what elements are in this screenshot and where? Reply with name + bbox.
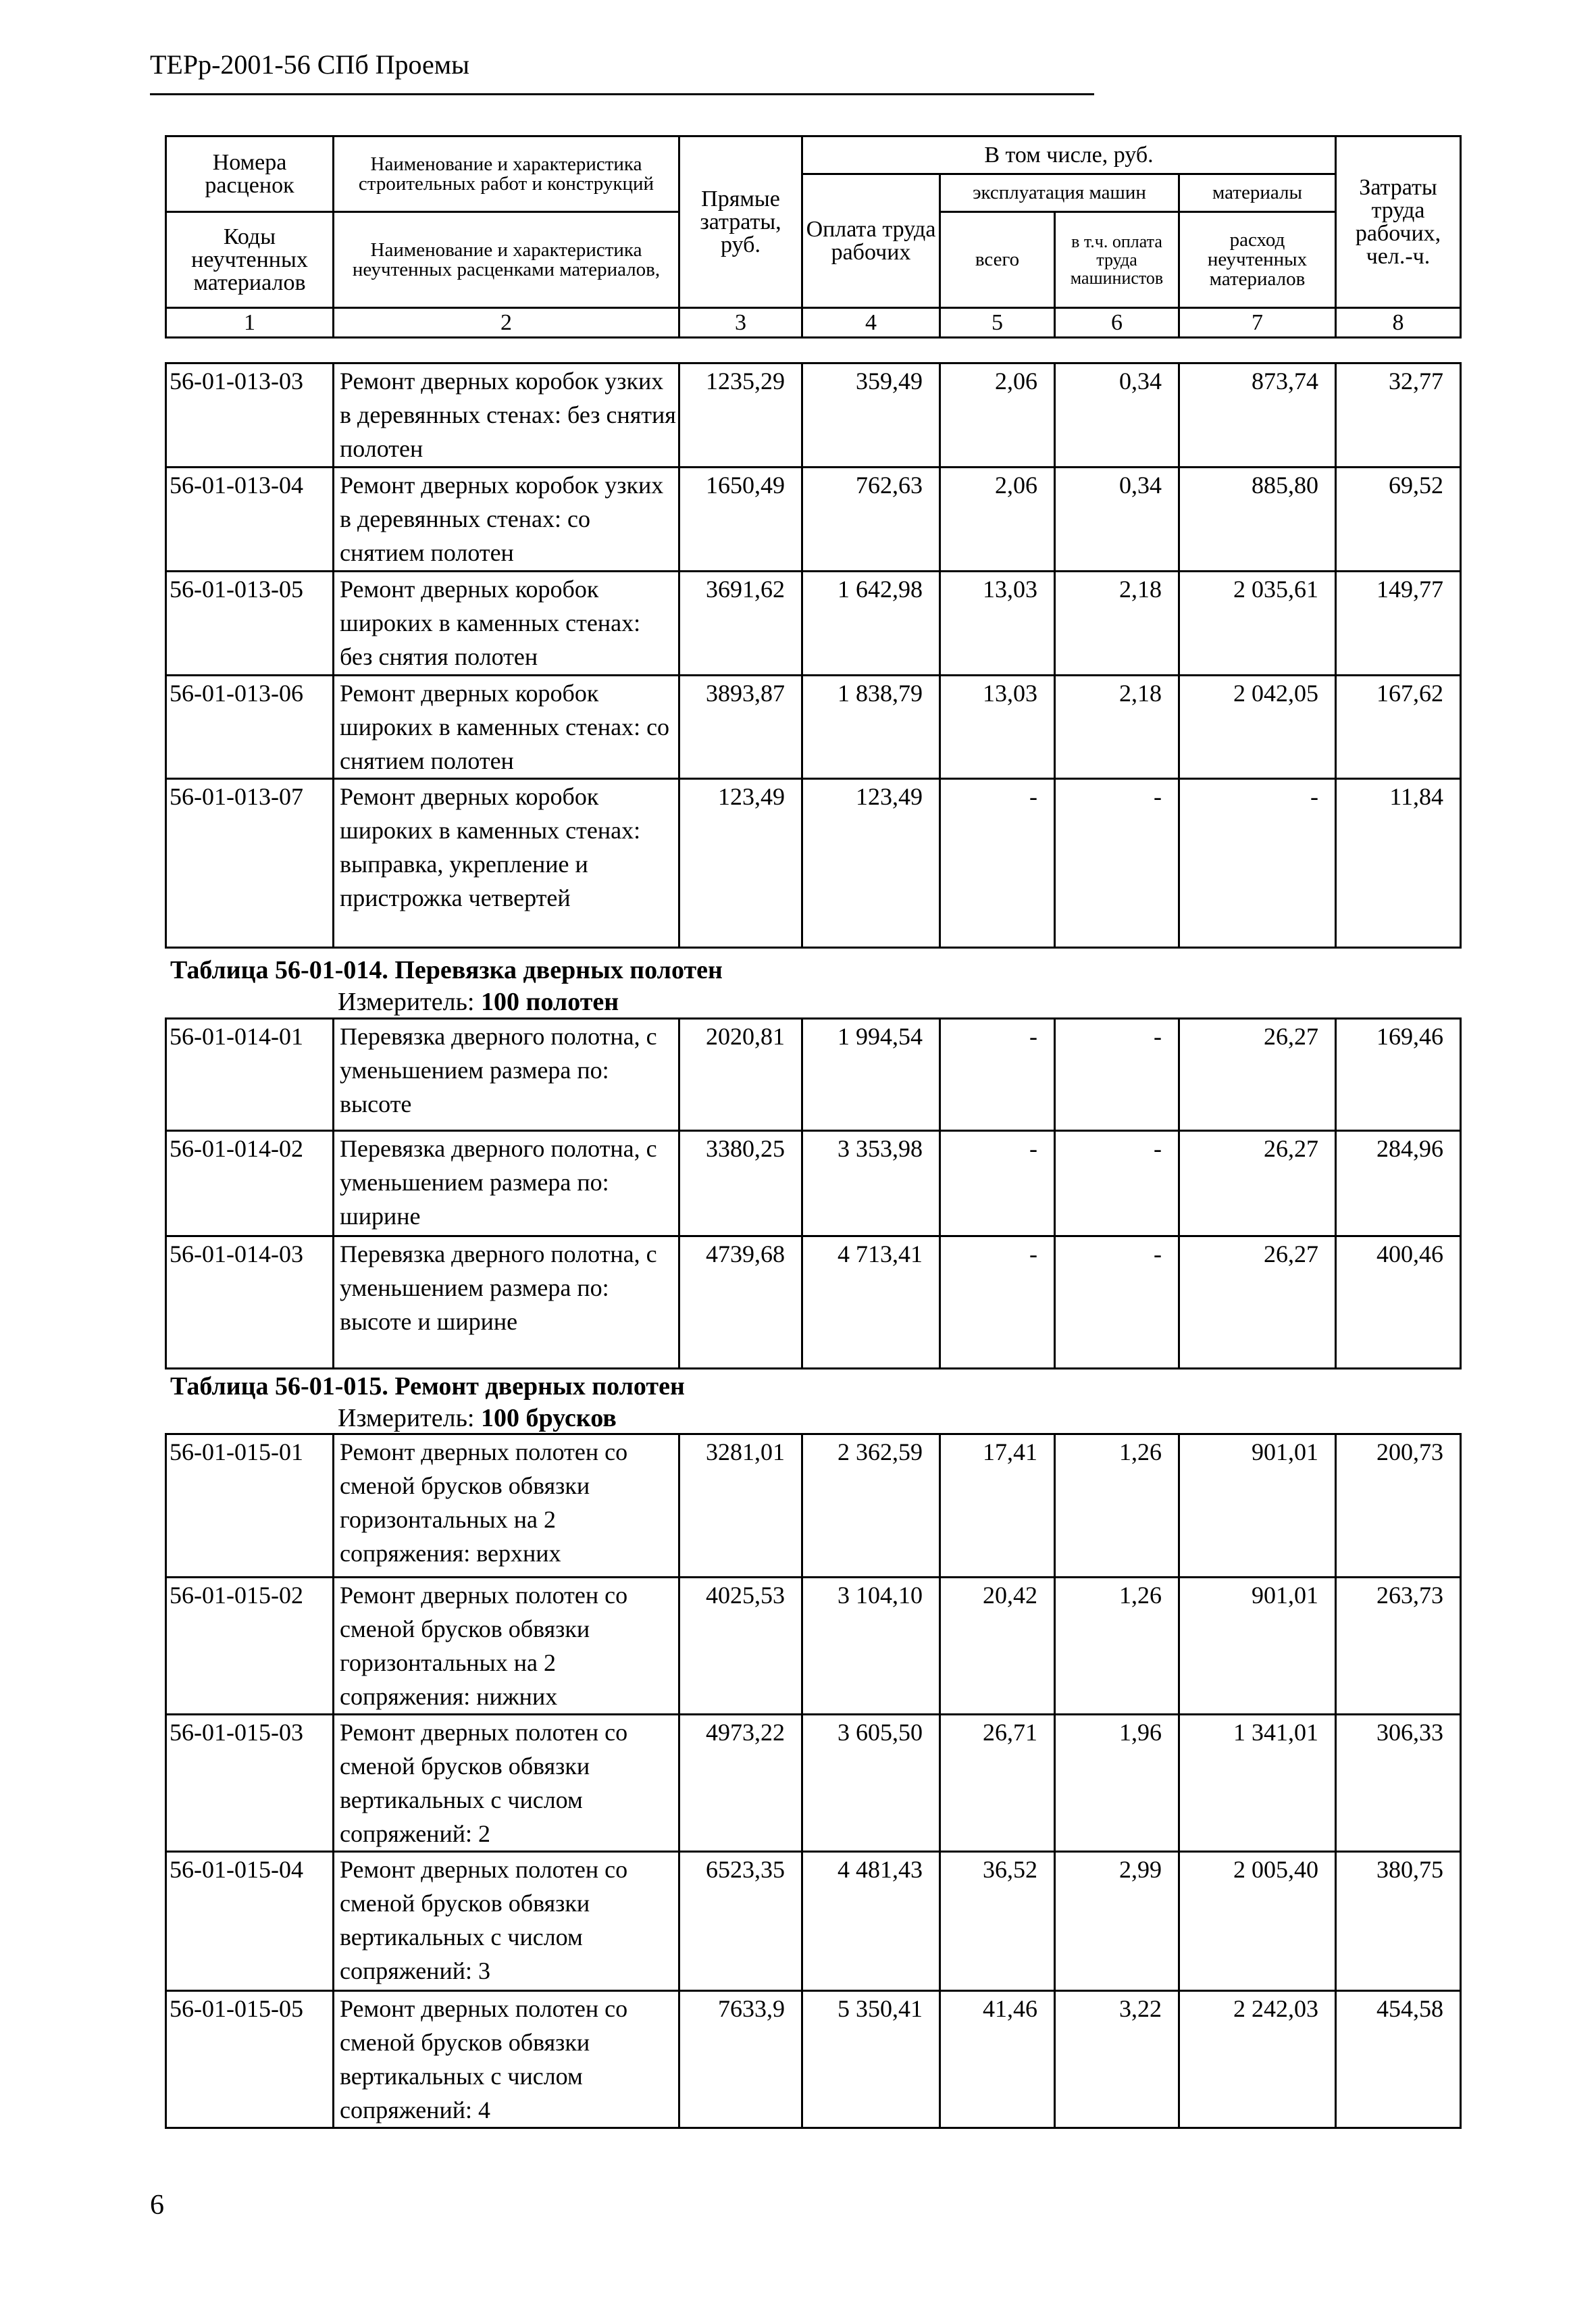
column-header-table [165, 135, 1462, 338]
labor-hours-cell: 169,46 [1336, 1019, 1461, 1131]
machinist-wages-cell: - [1055, 1019, 1179, 1131]
measure-label: Измеритель: [338, 1404, 475, 1432]
running-header: ТЕРр-2001-56 СПб Проемы [150, 49, 469, 80]
col-material-names-header: Наименование и характеристика неучтенных расценками материалов, [334, 212, 679, 308]
material-costs-cell: 1 341,01 [1179, 1715, 1336, 1852]
rate-code-cell: 56-01-014-01 [166, 1019, 334, 1131]
machine-costs-cell: 13,03 [940, 572, 1055, 676]
material-costs-cell: 26,27 [1179, 1131, 1336, 1236]
machinist-wages-cell: 2,99 [1055, 1852, 1179, 1991]
labor-hours-cell: 200,73 [1336, 1434, 1461, 1578]
rate-code-cell: 56-01-013-06 [166, 676, 334, 779]
work-name-cell: Перевязка дверного полотна, с уменьшением размера по: ширине [334, 1131, 679, 1236]
col-machinist-wages-header: в т.ч. оплата труда машинистов [1055, 212, 1179, 308]
table-row [166, 676, 1461, 779]
header-rule [150, 93, 1094, 95]
labor-hours-cell: 284,96 [1336, 1131, 1461, 1236]
labor-hours-cell: 167,62 [1336, 676, 1461, 779]
col-work-name-header: Наименование и характеристика строительных работ и конструкций [334, 136, 679, 212]
work-name-cell: Ремонт дверных полотен со сменой брусков обвязки горизонтальных на 2 сопряжения: верхних [334, 1434, 679, 1578]
work-name-cell: Ремонт дверных коробок широких в каменных стенах: выправка, укрепление и пристрожка четвертей [334, 779, 679, 948]
worker-wages-cell: 4 713,41 [802, 1236, 940, 1369]
col-materials-header: материалы [1179, 174, 1336, 212]
table-row [166, 1236, 1461, 1369]
direct-costs-cell: 3380,25 [679, 1131, 802, 1236]
work-name-cell: Перевязка дверного полотна, с уменьшением размера по: высоте [334, 1019, 679, 1131]
worker-wages-cell: 5 350,41 [802, 1991, 940, 2128]
machinist-wages-cell: 3,22 [1055, 1991, 1179, 2128]
material-costs-cell: 2 242,03 [1179, 1991, 1336, 2128]
labor-hours-cell: 11,84 [1336, 779, 1461, 948]
machine-costs-cell: 2,06 [940, 363, 1055, 468]
table-title-56-01-015: Таблица 56-01-015. Ремонт дверных полотен [170, 1372, 685, 1401]
col-machines-header: эксплуатация машин [940, 174, 1179, 212]
machine-costs-cell: 26,71 [940, 1715, 1055, 1852]
work-name-cell: Ремонт дверных полотен со сменой брусков обвязки горизонтальных на 2 сопряжения: нижних [334, 1578, 679, 1715]
material-costs-cell: 873,74 [1179, 363, 1336, 468]
col-number: 1 [166, 308, 334, 338]
machine-costs-cell: - [940, 779, 1055, 948]
material-costs-cell: - [1179, 779, 1336, 948]
table-row [166, 1852, 1461, 1991]
table-row [166, 1019, 1461, 1131]
labor-hours-cell: 306,33 [1336, 1715, 1461, 1852]
rate-code-cell: 56-01-013-05 [166, 572, 334, 676]
material-costs-cell: 2 042,05 [1179, 676, 1336, 779]
machine-costs-cell: 13,03 [940, 676, 1055, 779]
measure-56-01-015 [338, 1403, 617, 1434]
col-wages-header: Оплата труда рабочих [802, 174, 940, 308]
table-title-56-01-014: Таблица 56-01-014. Перевязка дверных полотен [170, 956, 723, 984]
table-row [166, 1991, 1461, 2128]
material-costs-cell: 2 005,40 [1179, 1852, 1336, 1991]
col-number: 7 [1179, 308, 1336, 338]
work-name-cell: Ремонт дверных полотен со сменой брусков обвязки вертикальных с числом сопряжений: 4 [334, 1991, 679, 2128]
labor-hours-cell: 454,58 [1336, 1991, 1461, 2128]
worker-wages-cell: 4 481,43 [802, 1852, 940, 1991]
table-56-01-013 [165, 362, 1462, 949]
direct-costs-cell: 123,49 [679, 779, 802, 948]
labor-hours-cell: 400,46 [1336, 1236, 1461, 1369]
material-costs-cell: 885,80 [1179, 468, 1336, 572]
direct-costs-cell: 3893,87 [679, 676, 802, 779]
worker-wages-cell: 3 104,10 [802, 1578, 940, 1715]
machinist-wages-cell: 2,18 [1055, 572, 1179, 676]
work-name-cell: Ремонт дверных полотен со сменой брусков обвязки вертикальных с числом сопряжений: 3 [334, 1852, 679, 1991]
worker-wages-cell: 123,49 [802, 779, 940, 948]
direct-costs-cell: 1235,29 [679, 363, 802, 468]
machinist-wages-cell: 0,34 [1055, 468, 1179, 572]
table-56-01-015 [165, 1433, 1462, 2129]
machine-costs-cell: 20,42 [940, 1578, 1055, 1715]
rate-code-cell: 56-01-014-03 [166, 1236, 334, 1369]
rate-code-cell: 56-01-015-01 [166, 1434, 334, 1578]
worker-wages-cell: 3 605,50 [802, 1715, 940, 1852]
col-number: 5 [940, 308, 1055, 338]
direct-costs-cell: 4739,68 [679, 1236, 802, 1369]
material-costs-cell: 901,01 [1179, 1578, 1336, 1715]
table-row [166, 1131, 1461, 1236]
labor-hours-cell: 263,73 [1336, 1578, 1461, 1715]
machine-costs-cell: 2,06 [940, 468, 1055, 572]
machinist-wages-cell: 2,18 [1055, 676, 1179, 779]
work-name-cell: Ремонт дверных коробок широких в каменных стенах: без снятия полотен [334, 572, 679, 676]
work-name-cell: Перевязка дверного полотна, с уменьшением размера по: высоте и ширине [334, 1236, 679, 1369]
table-row [166, 1715, 1461, 1852]
table-row [166, 572, 1461, 676]
worker-wages-cell: 762,63 [802, 468, 940, 572]
work-name-cell: Ремонт дверных коробок широких в каменных стенах: со снятием полотен [334, 676, 679, 779]
col-number: 6 [1055, 308, 1179, 338]
machine-costs-cell: - [940, 1236, 1055, 1369]
worker-wages-cell: 2 362,59 [802, 1434, 940, 1578]
machinist-wages-cell: - [1055, 1131, 1179, 1236]
direct-costs-cell: 3691,62 [679, 572, 802, 676]
rate-code-cell: 56-01-013-07 [166, 779, 334, 948]
direct-costs-cell: 3281,01 [679, 1434, 802, 1578]
labor-hours-cell: 32,77 [1336, 363, 1461, 468]
measure-56-01-014 [338, 986, 619, 1017]
machine-costs-cell: 36,52 [940, 1852, 1055, 1991]
material-costs-cell: 26,27 [1179, 1019, 1336, 1131]
work-name-cell: Ремонт дверных полотен со сменой брусков обвязки вертикальных с числом сопряжений: 2 [334, 1715, 679, 1852]
worker-wages-cell: 1 994,54 [802, 1019, 940, 1131]
col-direct-costs-header: Прямые затраты, руб. [679, 136, 802, 308]
col-number: 4 [802, 308, 940, 338]
worker-wages-cell: 1 642,98 [802, 572, 940, 676]
worker-wages-cell: 359,49 [802, 363, 940, 468]
col-number: 2 [334, 308, 679, 338]
table-row [166, 1578, 1461, 1715]
machinist-wages-cell: 1,96 [1055, 1715, 1179, 1852]
measure-value: 100 брусков [481, 1404, 617, 1432]
direct-costs-cell: 1650,49 [679, 468, 802, 572]
col-labor-header: Затраты труда рабочих, чел.-ч. [1336, 136, 1461, 308]
table-row [166, 1434, 1461, 1578]
machinist-wages-cell: 0,34 [1055, 363, 1179, 468]
material-costs-cell: 901,01 [1179, 1434, 1336, 1578]
table-56-01-014 [165, 1017, 1462, 1369]
machine-costs-cell: 17,41 [940, 1434, 1055, 1578]
direct-costs-cell: 7633,9 [679, 1991, 802, 2128]
machinist-wages-cell: - [1055, 1236, 1179, 1369]
page-number: 6 [150, 2190, 164, 2221]
col-group-header: В том числе, руб. [802, 136, 1336, 174]
table-row [166, 779, 1461, 948]
material-costs-cell: 26,27 [1179, 1236, 1336, 1369]
measure-value: 100 полотен [481, 988, 619, 1016]
direct-costs-cell: 2020,81 [679, 1019, 802, 1131]
col-rate-number-header: Номера расценок [166, 136, 334, 212]
table-row [166, 468, 1461, 572]
direct-costs-cell: 4025,53 [679, 1578, 802, 1715]
labor-hours-cell: 149,77 [1336, 572, 1461, 676]
labor-hours-cell: 380,75 [1336, 1852, 1461, 1991]
rate-code-cell: 56-01-015-04 [166, 1852, 334, 1991]
worker-wages-cell: 3 353,98 [802, 1131, 940, 1236]
work-name-cell: Ремонт дверных коробок узких в деревянных стенах: со снятием полотен [334, 468, 679, 572]
table-row [166, 363, 1461, 468]
worker-wages-cell: 1 838,79 [802, 676, 940, 779]
measure-label: Измеритель: [338, 988, 475, 1016]
col-material-codes-header: Коды неучтенных материалов [166, 212, 334, 308]
machinist-wages-cell: 1,26 [1055, 1434, 1179, 1578]
col-machines-total-header: всего [940, 212, 1055, 308]
machine-costs-cell: - [940, 1131, 1055, 1236]
work-name-cell: Ремонт дверных коробок узких в деревянных стенах: без снятия полотен [334, 363, 679, 468]
rate-code-cell: 56-01-013-04 [166, 468, 334, 572]
col-material-usage-header: расход неучтенных материалов [1179, 212, 1336, 308]
direct-costs-cell: 4973,22 [679, 1715, 802, 1852]
col-number: 8 [1336, 308, 1461, 338]
rate-code-cell: 56-01-015-02 [166, 1578, 334, 1715]
rate-code-cell: 56-01-015-03 [166, 1715, 334, 1852]
direct-costs-cell: 6523,35 [679, 1852, 802, 1991]
col-number: 3 [679, 308, 802, 338]
rate-code-cell: 56-01-013-03 [166, 363, 334, 468]
material-costs-cell: 2 035,61 [1179, 572, 1336, 676]
rate-code-cell: 56-01-014-02 [166, 1131, 334, 1236]
machine-costs-cell: - [940, 1019, 1055, 1131]
labor-hours-cell: 69,52 [1336, 468, 1461, 572]
machine-costs-cell: 41,46 [940, 1991, 1055, 2128]
machinist-wages-cell: - [1055, 779, 1179, 948]
machinist-wages-cell: 1,26 [1055, 1578, 1179, 1715]
rate-code-cell: 56-01-015-05 [166, 1991, 334, 2128]
